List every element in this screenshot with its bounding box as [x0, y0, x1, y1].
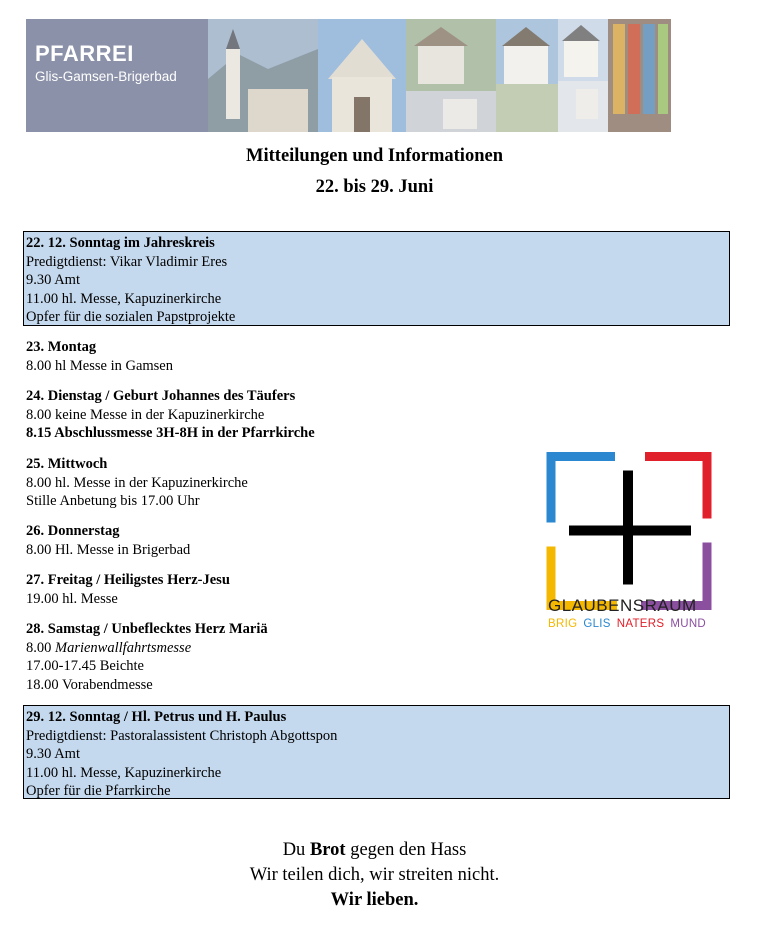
sunday-line: 9.30 Amt	[26, 272, 80, 289]
day-line-highlight: 8.15 Abschlussmesse 3H-8H in der Pfarrkirche	[26, 425, 315, 442]
banner-subtitle: Glis-Gamsen-Brigerbad	[35, 69, 177, 84]
closing-line-1	[0, 838, 749, 863]
sunday-line: 11.00 hl. Messe, Kapuzinerkirche	[26, 290, 222, 307]
logo-cross-horizontal	[569, 526, 691, 536]
day-line: 18.00 Vorabendmesse	[26, 676, 153, 693]
day-italic-title: Marienwallfahrtsmesse	[55, 639, 192, 656]
sunday-line: Predigtdienst: Pastoralassistent Christoph Abgottspon	[26, 727, 338, 744]
closing-bold-word: Brot	[309, 840, 346, 860]
logo-place-naters: NATERS	[616, 618, 665, 630]
day-heading: 23. Montag	[26, 339, 97, 355]
logo-corner-red	[645, 457, 707, 519]
day-line: Stille Anbetung bis 17.00 Uhr	[26, 493, 200, 510]
page-dates: 22. bis 29. Juni	[315, 177, 434, 197]
logo-place-glis: GLIS	[583, 618, 611, 630]
sunday-heading: 29. 12. Sonntag / Hl. Petrus und H. Paulus	[26, 709, 287, 725]
logo-wordmark: GLAUBENSRAUM	[548, 596, 697, 615]
day-entry-monday	[26, 338, 526, 375]
sunday-box-29	[23, 705, 730, 799]
logo-corner-blue	[551, 457, 615, 523]
day-line: 8.00 hl Messe in Gamsen	[26, 357, 173, 374]
banner-title: PFARREI	[35, 41, 134, 66]
sunday-line: Opfer für die sozialen Papstprojekte	[26, 309, 236, 326]
day-line: 19.00 hl. Messe	[26, 590, 118, 607]
sunday-box-22	[23, 231, 730, 326]
day-line: 17.00-17.45 Beichte	[26, 658, 144, 675]
day-time: 8.00	[26, 639, 52, 656]
sunday-line: 11.00 hl. Messe, Kapuzinerkirche	[26, 764, 222, 781]
day-heading: 27. Freitag / Heiligstes Herz-Jesu	[26, 572, 230, 588]
day-line: 8.00 keine Messe in der Kapuzinerkirche	[26, 406, 265, 423]
day-line: 8.00 hl. Messe in der Kapuzinerkirche	[26, 474, 248, 491]
banner-label	[26, 19, 208, 132]
day-entry-friday	[26, 571, 526, 608]
day-entry-thursday	[26, 522, 526, 559]
day-entry-tuesday	[26, 387, 526, 443]
day-heading: 25. Mittwoch	[26, 456, 108, 472]
day-heading: 26. Donnerstag	[26, 523, 120, 539]
closing-text: Du	[282, 840, 310, 860]
sunday-line: 9.30 Amt	[26, 746, 80, 763]
page-title: Mitteilungen und Informationen	[246, 146, 503, 166]
logo-places	[548, 618, 712, 630]
closing-line-3: Wir lieben.	[330, 890, 419, 910]
sunday-line: Opfer für die Pfarrkirche	[26, 783, 171, 800]
day-entry-wednesday	[26, 455, 526, 511]
sunday-line: Predigtdienst: Vikar Vladimir Eres	[26, 253, 228, 270]
closing-line-2: Wir teilen dich, wir streiten nicht.	[249, 865, 500, 885]
logo-place-mund: MUND	[670, 618, 707, 630]
closing-text: gegen den Hass	[345, 840, 467, 860]
parish-banner	[26, 19, 671, 132]
day-line	[26, 639, 526, 658]
sunday-heading: 22. 12. Sonntag im Jahreskreis	[26, 235, 215, 251]
church-photo-collage	[208, 19, 671, 132]
logo-place-brig: BRIG	[548, 618, 578, 630]
day-heading: 24. Dienstag / Geburt Johannes des Täufers	[26, 388, 296, 404]
day-heading: 28. Samstag / Unbeflecktes Herz Mariä	[26, 621, 268, 637]
day-entry-saturday	[26, 620, 526, 694]
day-line: 8.00 Hl. Messe in Brigerbad	[26, 541, 191, 558]
